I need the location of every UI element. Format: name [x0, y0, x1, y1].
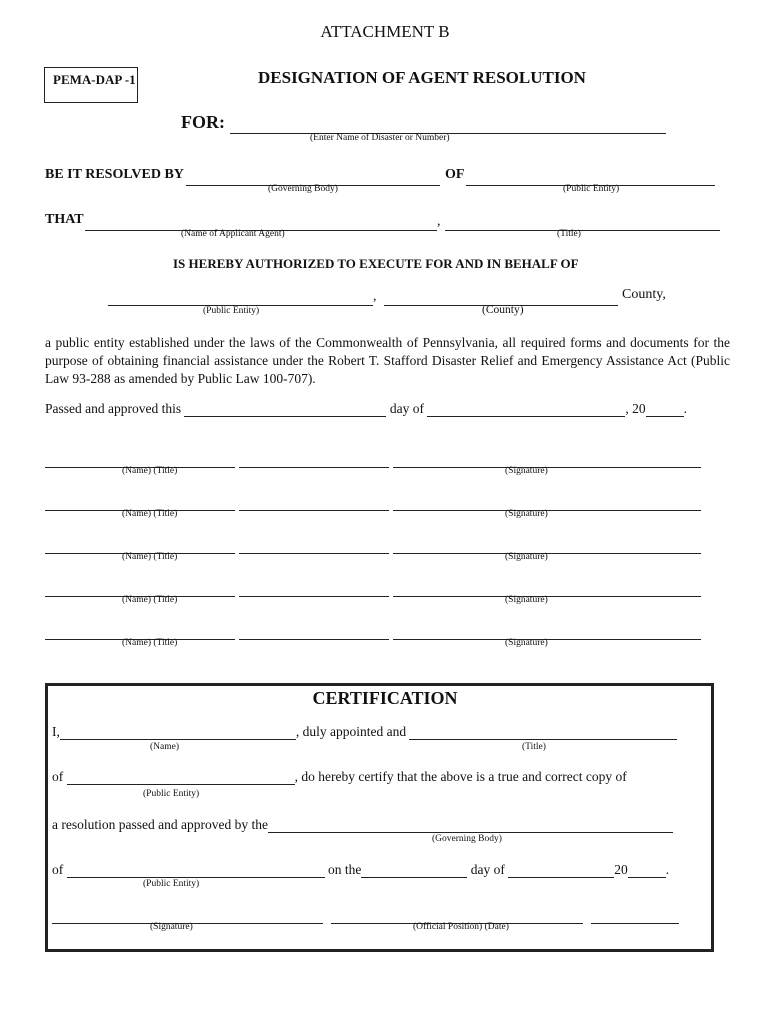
- cert-name-caption: (Name): [150, 742, 180, 752]
- day-of-label: day of: [389, 401, 424, 416]
- passed-approved-line: [45, 401, 687, 417]
- year-field[interactable]: [646, 402, 684, 417]
- cert-i-label: I,: [52, 724, 60, 739]
- cert-month-field[interactable]: [508, 863, 614, 878]
- cert-of-label: of: [52, 769, 64, 784]
- resolution-paragraph: a public entity established under the laws of the Commonwealth of Pennsylvania, all required forms and documents for the purpose of obtaining financial assistance under the Robert T. Stafford Disaster Relief and Emergency Assistance Act (Public Law 93-288 as amended by Public Law 100-707).: [45, 335, 730, 386]
- cert-certify-text: , do hereby certify that the above is a true and correct copy of: [294, 769, 627, 784]
- signature-caption: (Signature): [505, 595, 548, 605]
- cert-governing-body-field[interactable]: [268, 818, 673, 833]
- cert-entity-caption2: (Public Entity): [143, 879, 200, 889]
- agent-title-caption: (Title): [557, 229, 581, 239]
- of-label: OF: [445, 167, 465, 182]
- day-field[interactable]: [184, 402, 386, 417]
- signature-caption: (Signature): [505, 509, 548, 519]
- disaster-field[interactable]: [230, 116, 666, 134]
- cert-year-prefix: 20: [614, 862, 628, 877]
- that-label: THAT: [45, 212, 84, 227]
- title-field[interactable]: [239, 496, 389, 511]
- passed-prefix: Passed and approved this: [45, 401, 182, 416]
- signature-caption: (Signature): [505, 638, 548, 648]
- cert-resolution-line: [52, 817, 673, 833]
- cert-signature-line: [52, 906, 679, 924]
- attachment-label: ATTACHMENT B: [320, 22, 450, 41]
- agent-title-field[interactable]: [445, 213, 720, 231]
- for-label: FOR:: [181, 112, 225, 132]
- county-caption: (County): [482, 304, 524, 316]
- signature-caption: (Signature): [505, 466, 548, 476]
- resolved-by-label: BE IT RESOLVED BY: [45, 167, 184, 182]
- name-title-caption: (Name) (Title): [122, 595, 178, 605]
- month-field[interactable]: [427, 402, 625, 417]
- governing-body-caption: (Governing Body): [268, 184, 338, 194]
- cert-title-field[interactable]: [409, 725, 677, 740]
- page-title: DESIGNATION OF AGENT RESOLUTION: [258, 68, 586, 87]
- cert-on-the: on the: [328, 862, 362, 877]
- title-field[interactable]: [239, 625, 389, 640]
- title-field[interactable]: [239, 453, 389, 468]
- cert-governing-body-caption: (Governing Body): [432, 834, 502, 844]
- form-code-box: [44, 67, 138, 103]
- title-field[interactable]: [239, 582, 389, 597]
- cert-entity-field2[interactable]: [67, 863, 325, 878]
- name-title-caption: (Name) (Title): [122, 552, 178, 562]
- cert-position-date-caption: (Official Position) (Date): [413, 922, 509, 932]
- name-title-caption: (Name) (Title): [122, 638, 178, 648]
- cert-title-caption: (Title): [522, 742, 546, 752]
- entity-comma: ,: [373, 289, 377, 304]
- cert-date-line: [52, 862, 669, 878]
- cert-resolution-text: a resolution passed and approved by the: [52, 817, 268, 832]
- cert-period: .: [665, 862, 670, 877]
- county-suffix: County,: [622, 287, 666, 302]
- form-code: PEMA-DAP -1: [53, 72, 136, 87]
- name-title-caption: (Name) (Title): [122, 509, 178, 519]
- signature-caption: (Signature): [505, 552, 548, 562]
- passed-period: .: [683, 401, 687, 416]
- name-title-caption: (Name) (Title): [122, 466, 178, 476]
- title-field[interactable]: [239, 539, 389, 554]
- agent-caption: (Name of Applicant Agent): [181, 229, 285, 239]
- that-comma: ,: [437, 214, 441, 229]
- public-entity-caption: (Public Entity): [563, 184, 620, 194]
- cert-name-line: [52, 724, 677, 740]
- cert-entity-field[interactable]: [67, 770, 295, 785]
- cert-entity-line: [52, 769, 627, 785]
- entity-field[interactable]: [108, 288, 373, 306]
- cert-of-label2: of: [52, 862, 64, 877]
- entity-caption: (Public Entity): [203, 306, 260, 316]
- cert-date-field[interactable]: [591, 909, 679, 924]
- certification-title: CERTIFICATION: [312, 688, 458, 708]
- cert-name-field[interactable]: [60, 725, 296, 740]
- disaster-caption: (Enter Name of Disaster or Number): [310, 133, 450, 143]
- year-prefix: , 20: [625, 401, 646, 416]
- cert-signature-caption: (Signature): [150, 922, 193, 932]
- cert-entity-caption: (Public Entity): [143, 789, 200, 799]
- authorized-statement: IS HEREBY AUTHORIZED TO EXECUTE FOR AND IN BEHALF OF: [173, 256, 579, 271]
- cert-year-field[interactable]: [628, 863, 666, 878]
- cert-duly-appointed: , duly appointed and: [295, 724, 407, 739]
- cert-day-field[interactable]: [361, 863, 467, 878]
- cert-day-of: day of: [470, 862, 505, 877]
